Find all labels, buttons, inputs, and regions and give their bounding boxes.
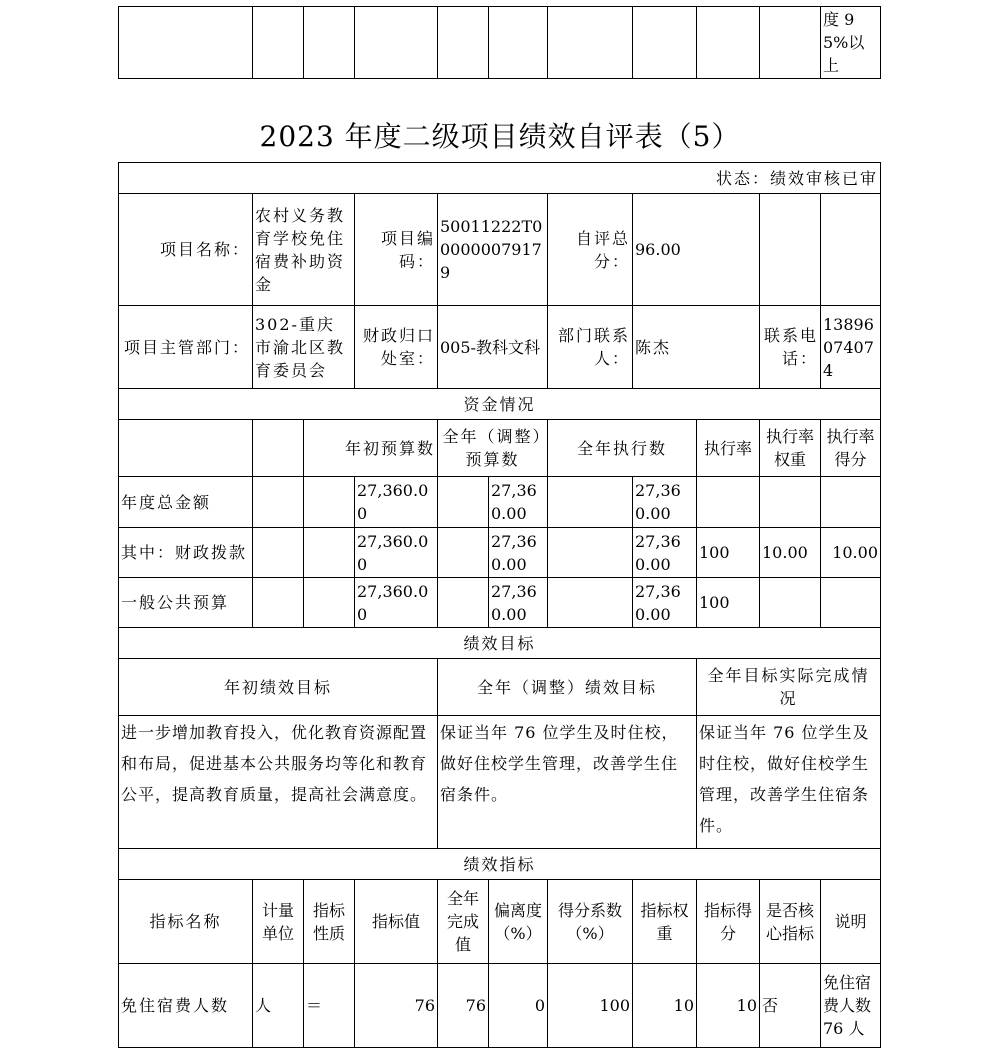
prev-row-note: 度 95%以上: [821, 7, 881, 79]
goal-adjusted-text: 保证当年 76 位学生及时住校，做好住校学生管理，改善学生住宿条件。: [438, 716, 697, 849]
funds-row-label: 其中：财政拨款: [119, 528, 253, 578]
phone-value: 13896074074: [821, 306, 881, 389]
funds-rate-value: 100: [697, 528, 760, 578]
project-code-label: 项目编码：: [355, 194, 438, 306]
funds-row-label: 年度总金额: [119, 477, 253, 528]
indicator-nature: ＝: [304, 964, 355, 1048]
self-score-label: 自评总分：: [548, 194, 633, 306]
indicator-header: 偏离度（%）: [489, 880, 548, 964]
goals-header-row: [119, 659, 881, 716]
funds-executed-value: 27,360.00: [633, 528, 697, 578]
indicators-section-row: [119, 849, 881, 880]
funds-row-label: 一般公共预算: [119, 578, 253, 628]
funds-rate-value: 100: [697, 578, 760, 628]
office-label: 财政归口处室：: [355, 306, 438, 389]
indicator-unit: 人: [253, 964, 304, 1048]
funds-rate-value: [697, 477, 760, 528]
goals-header-adjusted: 全年（调整）绩效目标: [438, 659, 697, 716]
contact-value: 陈杰: [633, 306, 760, 389]
indicator-core: 否: [760, 964, 821, 1048]
indicator-header: 指标性质: [304, 880, 355, 964]
indicator-header: 全年完成值: [438, 880, 489, 964]
goal-initial-text: 进一步增加教育投入，优化教育资源配置和布局，促进基本公共服务均等化和教育公平，提高教育质量，提高社会满意度。: [119, 716, 438, 849]
indicator-header: 是否核心指标: [760, 880, 821, 964]
funds-section-title: 资金情况: [119, 389, 881, 420]
office-value: 005-教科文科: [438, 306, 548, 389]
indicator-note: 免住宿费人数 76 人: [821, 964, 881, 1048]
indicators-section-title: 绩效指标: [119, 849, 881, 880]
project-code-value: 50011222T000000079179: [438, 194, 548, 306]
funds-adjusted-value: 27,360.00: [489, 528, 548, 578]
indicator-header: 说明: [821, 880, 881, 964]
table-row: [119, 477, 881, 528]
status-badge: 状态：绩效审核已审: [119, 163, 881, 194]
indicator-header: 指标得分: [697, 880, 760, 964]
status-row: [119, 163, 881, 194]
indicator-header: 指标值: [355, 880, 438, 964]
funds-executed-value: 27,360.00: [633, 477, 697, 528]
indicator-header: 指标权重: [633, 880, 697, 964]
funds-section-row: [119, 389, 881, 420]
goal-actual-text: 保证当年 76 位学生及时住校，做好住校学生管理，改善学生住宿条件。: [697, 716, 881, 849]
indicator-weight: 10: [633, 964, 697, 1048]
phone-label: 联系电话：: [760, 306, 821, 389]
indicator-name: 免住宿费人数: [119, 964, 253, 1048]
funds-initial-value: 27,360.00: [355, 578, 438, 628]
funds-score-value: 10.00: [821, 528, 881, 578]
funds-score-value: [821, 477, 881, 528]
project-name-label: 项目名称：: [119, 194, 253, 306]
funds-header-rate: 执行率: [697, 420, 760, 477]
funds-adjusted-value: 27,360.00: [489, 578, 548, 628]
funds-header-executed: 全年执行数: [548, 420, 697, 477]
indicators-header-row: [119, 880, 881, 964]
funds-weight-value: 10.00: [760, 528, 821, 578]
funds-initial-value: 27,360.00: [355, 528, 438, 578]
goals-section-row: [119, 628, 881, 659]
indicator-header: 得分系数（%）: [548, 880, 633, 964]
indicator-header: 指标名称: [119, 880, 253, 964]
indicator-completed: 76: [438, 964, 489, 1048]
table-row: [119, 528, 881, 578]
project-dept-row: [119, 306, 881, 389]
indicator-header: 计量单位: [253, 880, 304, 964]
indicator-coef: 100: [548, 964, 633, 1048]
table-row: [119, 7, 881, 79]
table-row: [119, 964, 881, 1048]
contact-label: 部门联系人：: [548, 306, 633, 389]
table-row: [119, 578, 881, 628]
page-title: 2023 年度二级项目绩效自评表（5）: [259, 120, 741, 153]
funds-header-score: 执行率得分: [821, 420, 881, 477]
funds-score-value: [821, 578, 881, 628]
project-name-row: [119, 194, 881, 306]
funds-initial-value: 27,360.00: [355, 477, 438, 528]
evaluation-table: [118, 162, 881, 1048]
goals-header-actual: 全年目标实际完成情况: [697, 659, 881, 716]
funds-adjusted-value: 27,360.00: [489, 477, 548, 528]
self-score-value: 96.00: [633, 194, 760, 306]
dept-label: 项目主管部门：: [119, 306, 253, 389]
goals-header-initial: 年初绩效目标: [119, 659, 438, 716]
indicator-value: 76: [355, 964, 438, 1048]
funds-header-row: [119, 420, 881, 477]
project-name-value: 农村义务教育学校免住宿费补助资金: [253, 194, 355, 306]
goals-content-row: [119, 716, 881, 849]
previous-table-tail: [118, 6, 881, 79]
indicator-score: 10: [697, 964, 760, 1048]
funds-header-weight: 执行率权重: [760, 420, 821, 477]
goals-section-title: 绩效目标: [119, 628, 881, 659]
funds-weight-value: [760, 477, 821, 528]
funds-executed-value: 27,360.00: [633, 578, 697, 628]
dept-value: 302-重庆市渝北区教育委员会: [253, 306, 355, 389]
indicator-deviation: 0: [489, 964, 548, 1048]
funds-header-initial: 年初预算数: [304, 420, 438, 477]
funds-header-adjusted: 全年（调整）预算数: [438, 420, 548, 477]
funds-weight-value: [760, 578, 821, 628]
